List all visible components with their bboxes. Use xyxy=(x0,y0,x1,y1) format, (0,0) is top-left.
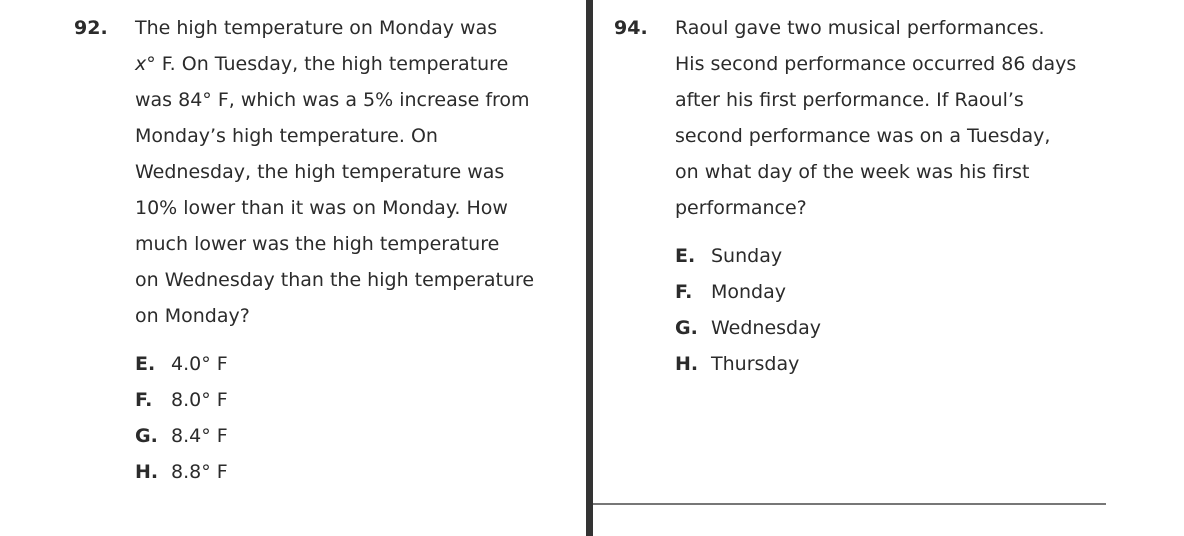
answer-choice-h[interactable] xyxy=(675,346,821,382)
choice-letter: H. xyxy=(675,353,699,375)
stem-line xyxy=(675,82,1115,118)
answer-choice-f[interactable] xyxy=(135,382,228,418)
stem-text: Raoul gave two musical performances. xyxy=(675,17,1045,39)
stem-text: much lower was the high temperature xyxy=(135,233,500,255)
choice-text: Sunday xyxy=(711,245,783,267)
stem-line xyxy=(135,226,575,262)
choice-text: 8.8° F xyxy=(171,461,228,483)
answer-choice-h[interactable] xyxy=(135,454,228,490)
answer-choices xyxy=(675,238,821,382)
question-number: 92. xyxy=(74,17,108,39)
choice-text: 8.0° F xyxy=(171,389,228,411)
choice-letter: F. xyxy=(675,281,693,303)
stem-text: on what day of the week was his first xyxy=(675,161,1030,183)
stem-line xyxy=(135,46,575,82)
answer-choices xyxy=(135,346,228,490)
stem-line xyxy=(135,154,575,190)
choice-letter: G. xyxy=(135,425,158,447)
stem-line xyxy=(675,46,1115,82)
answer-choice-f[interactable] xyxy=(675,274,821,310)
stem-text: His second performance occurred 86 days xyxy=(675,53,1077,75)
variable-x: x xyxy=(135,53,147,75)
stem-text: second performance was on a Tuesday, xyxy=(675,125,1051,147)
column-divider xyxy=(586,0,593,536)
stem-text: on Wednesday than the high temperature xyxy=(135,269,535,291)
answer-choice-g[interactable] xyxy=(675,310,821,346)
stem-line xyxy=(675,10,1115,46)
stem-text: Monday’s high temperature. On xyxy=(135,125,438,147)
section-end-rule xyxy=(593,503,1106,505)
choice-letter: F. xyxy=(135,389,153,411)
stem-line xyxy=(675,118,1115,154)
choice-letter: E. xyxy=(675,245,696,267)
stem-line xyxy=(675,154,1115,190)
stem-line xyxy=(135,10,575,46)
stem-line xyxy=(675,190,1115,226)
stem-text: Wednesday, the high temperature was xyxy=(135,161,505,183)
stem-line xyxy=(135,190,575,226)
stem-line xyxy=(135,298,575,334)
answer-choice-g[interactable] xyxy=(135,418,228,454)
choice-letter: H. xyxy=(135,461,159,483)
stem-text: ° F. On Tuesday, the high temperature xyxy=(146,53,509,75)
answer-choice-e[interactable] xyxy=(675,238,821,274)
answer-choice-e[interactable] xyxy=(135,346,228,382)
question-stem xyxy=(675,10,1115,226)
stem-text: after his first performance. If Raoul’s xyxy=(675,89,1024,111)
stem-text: was 84° F, which was a 5% increase from xyxy=(135,89,530,111)
choice-text: Monday xyxy=(711,281,787,303)
stem-text: performance? xyxy=(675,197,807,219)
stem-line xyxy=(135,118,575,154)
stem-text: 10% lower than it was on Monday. How xyxy=(135,197,508,219)
choice-letter: E. xyxy=(135,353,156,375)
stem-line xyxy=(135,82,575,118)
choice-text: Wednesday xyxy=(711,317,822,339)
choice-text: Thursday xyxy=(711,353,800,375)
stem-line xyxy=(135,262,575,298)
choice-text: 8.4° F xyxy=(171,425,228,447)
stem-text: on Monday? xyxy=(135,305,250,327)
stem-text: The high temperature on Monday was xyxy=(135,17,498,39)
choice-letter: G. xyxy=(675,317,698,339)
choice-text: 4.0° F xyxy=(171,353,228,375)
question-number: 94. xyxy=(614,17,648,39)
question-stem xyxy=(135,10,575,334)
